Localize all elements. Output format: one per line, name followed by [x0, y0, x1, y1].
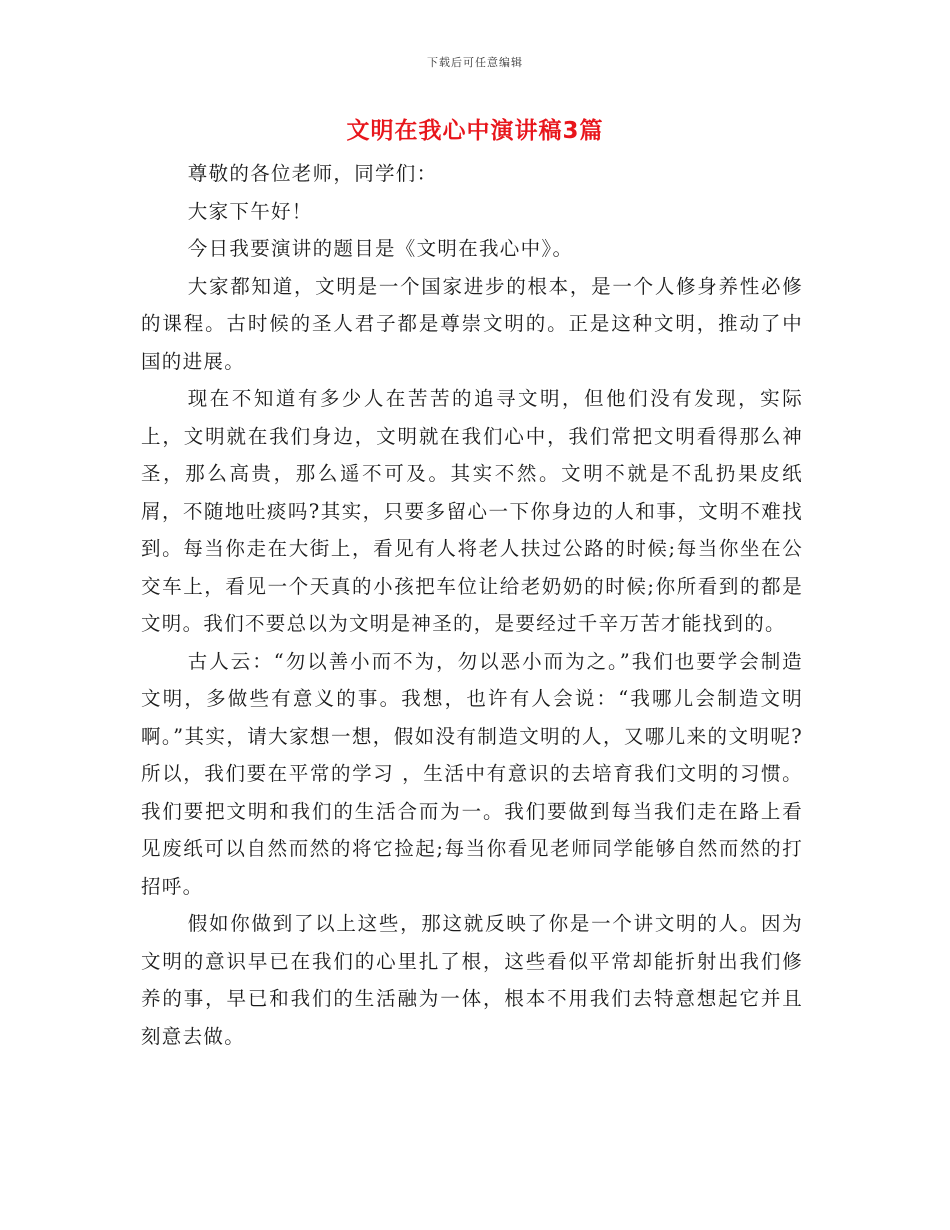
paragraph-greeting: 大家下午好！	[187, 199, 313, 223]
paragraph-body: 大家都知道，文明是一个国家进步的根本，是一个人修身养性必修的课程。古时候的圣人君子都是尊崇文明的。正是这种文明，推动了中国的进展。	[141, 274, 803, 373]
paragraph-topic: 今日我要演讲的题目是《文明在我心中》。	[187, 237, 574, 260]
paragraph-body: 古人云：“勿以善小而不为，勿以恶小而为之。”我们也要学会制造文明，多做些有意义的事。我想，也许有人会说：“我哪儿会制造文明啊。”其实，请大家想一想，假如没有制造文明的人，又哪儿来的文明呢?所以，我们要在平常的学习 ，生活中有意识的去培育我们文明的习惯。我们要把文明和我们的生活合而为一。我们要做到每当我们走在路上看见废纸可以自然而然的将它捡起;每当你看见老师同学能够自然而然的打招呼。	[141, 649, 803, 898]
paragraph-body: 现在不知道有多少人在苦苦的追寻文明，但他们没有发现，实际上，文明就在我们身边，文明就在我们心中，我们常把文明看得那么神圣，那么高贵，那么遥不可及。其实不然。文明不就是不乱扔果皮纸屑，不随地吐痰吗?其实，只要多留心一下你身边的人和事，文明不难找到。每当你走在大街上，看见有人将老人扶过公路的时候;每当你坐在公交车上，看见一个天真的小孩把车位让给老奶奶的时候;你所看到的都是文明。我们不要总以为文明是神圣的，是要经过千辛万苦才能找到的。	[141, 387, 803, 635]
document-body	[141, 155, 803, 1055]
page-header-note: 下载后可任意编辑	[427, 56, 523, 69]
paragraph-body: 假如你做到了以上这些，那这就反映了你是一个讲文明的人。因为文明的意识早已在我们的心里扎了根，这些看似平常却能折射出我们修养的事，早已和我们的生活融为一体，根本不用我们去特意想起它并且刻意去做。	[141, 912, 803, 1048]
paragraph-salutation: 尊敬的各位老师，同学们：	[187, 162, 438, 185]
document-title: 文明在我心中演讲稿3篇	[346, 118, 604, 144]
